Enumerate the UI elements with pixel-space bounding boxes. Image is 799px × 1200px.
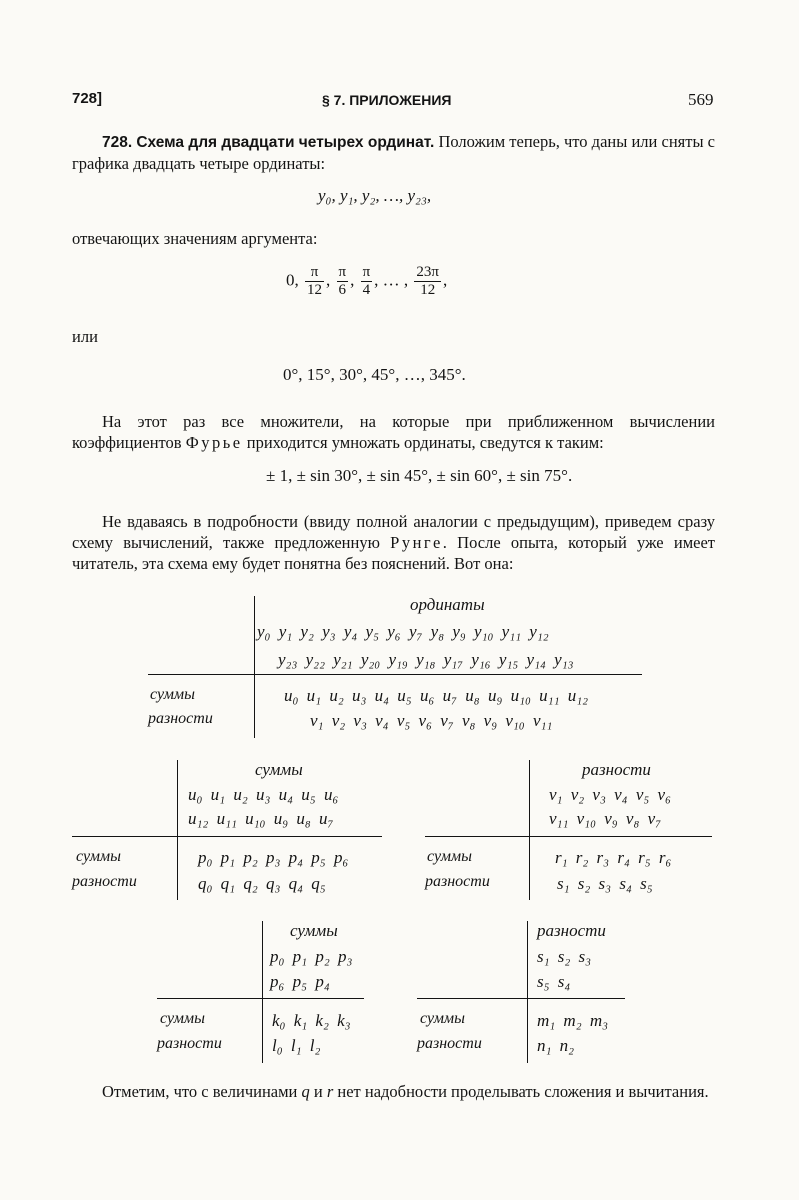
label-differences: разности <box>72 873 137 890</box>
table-rule <box>148 674 642 675</box>
table-rule <box>72 836 382 837</box>
table-divider <box>529 760 530 900</box>
u-row-1: u₀ u₁ u₂ u₃ u₄ u₅ u₆ <box>188 785 339 804</box>
u-row-2: u₁₂ u₁₁ u₁₀ u₉ u₈ u₇ <box>188 809 334 828</box>
table-divider <box>177 760 178 900</box>
scheme-paragraph: Не вдаваясь в подробности (ввиду полной аналогии с предыдущим), приведем сразу схему вычислений, также предложенную Рунге. После опыта, который уже имеет читатель, эта схема ему будет понятна без пояснений. Вот она: <box>72 512 715 573</box>
article-heading: Схема для двадцати четырех ординат. <box>136 134 435 151</box>
p-row-1: p₀ p₁ p₂ p₃ <box>270 947 353 966</box>
s-row: s₁ s₂ s₃ s₄ s₅ <box>557 874 653 893</box>
r-row: r₁ r₂ r₃ r₄ r₅ r₆ <box>555 848 672 867</box>
multipliers-formula: ± 1, ± sin 30°, ± sin 45°, ± sin 60°, ± sin 75°. <box>266 466 573 485</box>
table-header: разности <box>537 921 606 940</box>
table-header: разности <box>582 760 651 779</box>
page-number: 569 <box>688 90 714 109</box>
article-number: 728. <box>102 134 133 151</box>
running-title: § 7. ПРИЛОЖЕНИЯ <box>322 92 452 108</box>
table-divider <box>262 921 263 1063</box>
intro-text: Положим теперь, что даны или сняты с графика двадцать четыре ординаты: <box>72 132 715 173</box>
label-sums: суммы <box>420 1010 465 1027</box>
fraction: $\frac{\pi}{12}$ <box>307 264 322 298</box>
n-row: n₁ n₂ <box>537 1036 575 1055</box>
section-ref: 728] <box>72 90 103 107</box>
multipliers-paragraph: На этот раз все множители, на которые при приближенном вычислении коэффициентов Фурье приходится умножать ординаты, сведутся к таким: <box>72 412 715 452</box>
name-fourier: Фурье <box>185 433 243 452</box>
m-row: m₁ m₂ m₃ <box>537 1011 609 1030</box>
ordinates-row-1: y₀ y₁ y₂ y₃ y₄ y₅ y₆ y₇ y₈ y₉ y₁₀ y₁₁ y₁₂ <box>257 622 549 641</box>
closing-paragraph: Отметим, что с величинами q и r нет надобности проделывать сложения и вычитания. <box>102 1082 709 1101</box>
table-rule <box>425 836 712 837</box>
table-header: суммы <box>290 921 338 940</box>
label-sums: суммы <box>160 1010 205 1027</box>
label-sums: суммы <box>76 848 121 865</box>
argument-formula: 0, $\frac{\pi}{12}$ , $\frac{\pi}{6}$ , $\frac{\pi}{4}$ , … , $\frac{23\pi}{12}$ , <box>286 264 448 298</box>
s-row-1: s₁ s₂ s₃ <box>537 947 592 966</box>
ordinates-formula: y₀, y₁, y₂, …, y₂₃, <box>318 186 432 205</box>
differences-row: v₁ v₂ v₃ v₄ v₅ v₆ v₇ v₈ v₉ v₁₀ v₁₁ <box>310 711 553 730</box>
v-row-1: v₁ v₂ v₃ v₄ v₅ v₆ <box>549 785 671 804</box>
label-sums: суммы <box>150 686 195 703</box>
ordinates-row-2: y₂₃ y₂₂ y₂₁ y₂₀ y₁₉ y₁₈ y₁₇ y₁₆ y₁₅ y₁₄ y₁₃ <box>278 650 574 669</box>
label-differences: разности <box>425 873 490 890</box>
fraction: $\frac{23\pi}{12}$ <box>416 264 439 298</box>
table-header: суммы <box>255 760 303 779</box>
l-row: l₀ l₁ l₂ <box>272 1036 321 1055</box>
s-row-2: s₅ s₄ <box>537 972 571 991</box>
table-header: ординаты <box>410 595 485 614</box>
label-sums: суммы <box>427 848 472 865</box>
label-differences: разности <box>157 1035 222 1052</box>
arg-dots: … <box>382 270 400 290</box>
var-r: r <box>326 1082 334 1101</box>
p-row: p₀ p₁ p₂ p₃ p₄ p₅ p₆ <box>198 848 349 867</box>
arg-zero: 0, <box>286 270 299 290</box>
p-row-2: p₆ p₅ p₄ <box>270 972 330 991</box>
sums-row: u₀ u₁ u₂ u₃ u₄ u₅ u₆ u₇ u₈ u₉ u₁₀ u₁₁ u₁₂ <box>284 686 589 705</box>
table-divider <box>527 921 528 1063</box>
k-row: k₀ k₁ k₂ k₃ <box>272 1011 351 1030</box>
v-row-2: v₁₁ v₁₀ v₉ v₈ v₇ <box>549 809 662 828</box>
table-rule <box>157 998 364 999</box>
label-differences: разности <box>417 1035 482 1052</box>
fraction: $\frac{\pi}{6}$ <box>338 264 347 298</box>
args-paragraph: отвечающих значениям аргумента: <box>72 229 318 248</box>
table-rule <box>417 998 625 999</box>
var-q: q <box>301 1082 310 1101</box>
intro-paragraph <box>72 131 715 174</box>
degrees-formula: 0°, 15°, 30°, 45°, …, 345°. <box>283 365 466 384</box>
name-runge: Рунге <box>390 533 443 552</box>
fraction: $\frac{\pi}{4}$ <box>362 264 371 298</box>
q-row: q₀ q₁ q₂ q₃ q₄ q₅ <box>198 874 326 893</box>
or-word: или <box>72 327 98 346</box>
table-divider <box>254 596 255 738</box>
label-differences: разности <box>148 710 213 727</box>
